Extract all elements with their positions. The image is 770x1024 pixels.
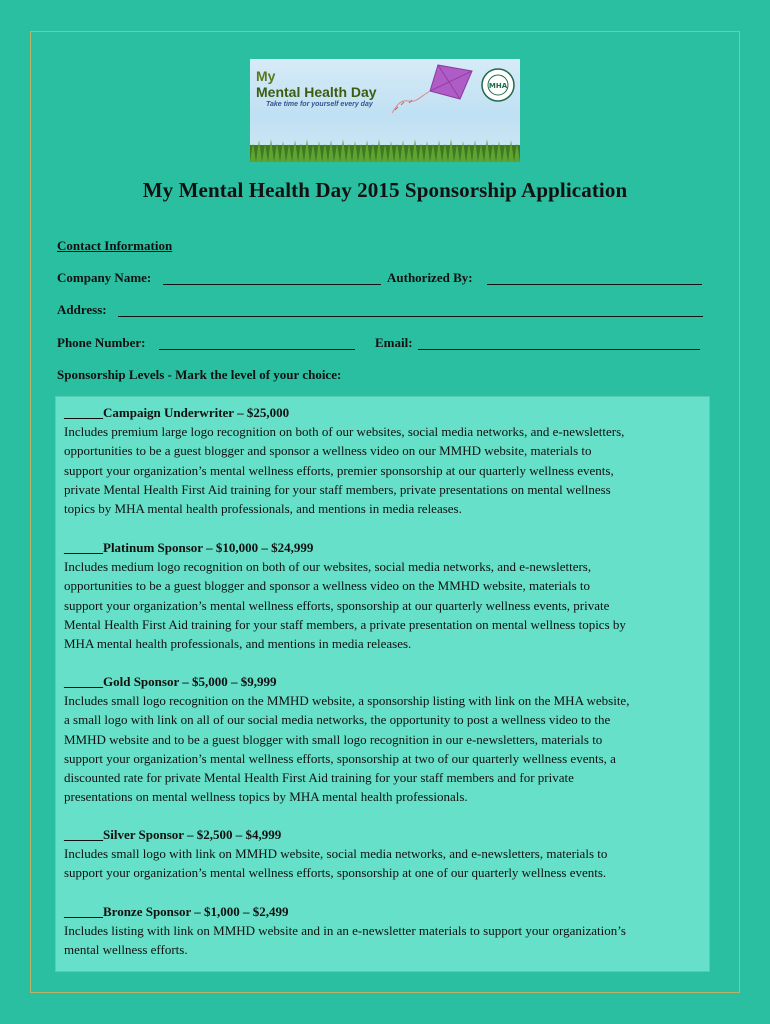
level-description-line: private Mental Health First Aid training for your staff members, private presentations on mental wellness <box>64 481 611 497</box>
level-description-line: MHA mental health professionals, and mentions in media releases. <box>64 636 412 652</box>
level-description-line: presentations on mental wellness topics by MHA mental health professionals. <box>64 789 468 805</box>
banner-line2: Mental Health Day <box>256 84 377 100</box>
level-description-line: Includes medium logo recognition on both of our websites, social media networks, and e-newsletters, <box>64 559 592 575</box>
level-description-line: topics by MHA mental health professionals, and mentions in media releases. <box>64 501 462 517</box>
page-title: My Mental Health Day 2015 Sponsorship Application <box>142 178 628 202</box>
kite-icon <box>390 63 480 123</box>
sponsorship-levels-heading: Sponsorship Levels - Mark the level of your choice: <box>57 367 342 382</box>
level-bronze-sponsor <box>64 902 709 960</box>
company-name-label: Company Name: <box>57 270 152 285</box>
contact-heading: Contact Information <box>57 238 173 253</box>
level-description-line: a small logo with link on all of our social media networks, the opportunity to post a wellness video to the <box>64 712 611 728</box>
level-description-line: Mental Health First Aid training for your staff members, a private presentation on mental wellness topics by <box>64 616 626 632</box>
level-description-line: MMHD website and to be a guest blogger with small logo recognition in our e-newsletters, materials to <box>64 731 603 747</box>
email-field[interactable] <box>418 349 700 350</box>
level-checkbox-blank[interactable]: ______ <box>64 674 103 689</box>
level-description-line: opportunities to be a guest blogger and sponsor a wellness video on the MMHD website, materials to <box>64 578 591 594</box>
seal-initials: MHA <box>488 82 508 90</box>
email-label: Email: <box>375 335 413 350</box>
level-description-line: support your organization’s mental wellness efforts, sponsorship at one of our quarterly wellness events. <box>64 865 607 881</box>
level-description-line: Includes small logo with link on MMHD website, social media networks, and e-newsletters, materials to <box>64 846 608 862</box>
level-name: Campaign Underwriter – $25,000 <box>103 405 290 420</box>
level-description-line: Includes listing with link on MMHD website and in an e-newsletter materials to support your organization’s <box>64 923 626 939</box>
banner-line1: My <box>256 68 276 84</box>
level-campaign-underwriter <box>64 403 709 518</box>
level-name: Silver Sponsor – $2,500 – $4,999 <box>103 827 282 842</box>
level-description-line: support your organization’s mental wellness efforts, sponsorship at our quarterly wellness events, private <box>64 597 610 613</box>
authorized-by-field[interactable] <box>487 284 702 285</box>
company-name-field[interactable] <box>163 284 381 285</box>
level-checkbox-blank[interactable]: ______ <box>64 827 103 842</box>
level-description-line: support your organization’s mental wellness efforts, premier sponsorship at our quarterly wellness events, <box>64 462 614 478</box>
address-label: Address: <box>57 302 107 317</box>
phone-number-label: Phone Number: <box>57 335 146 350</box>
banner-tagline: Take time for yourself every day <box>266 101 373 108</box>
level-checkbox-blank[interactable]: ______ <box>64 540 103 555</box>
level-platinum-sponsor <box>64 538 709 653</box>
level-gold-sponsor <box>64 672 709 806</box>
authorized-by-label: Authorized By: <box>387 270 473 285</box>
level-description-line: mental wellness efforts. <box>64 942 188 958</box>
level-name: Gold Sponsor – $5,000 – $9,999 <box>103 674 277 689</box>
level-description-line: opportunities to be a guest blogger and sponsor a wellness video on our MMHD website, materials to <box>64 443 592 459</box>
level-description-line: Includes small logo recognition on the MMHD website, a sponsorship listing with link on the MHA website, <box>64 693 630 709</box>
level-name: Bronze Sponsor – $1,000 – $2,499 <box>103 904 289 919</box>
level-description-line: support your organization’s mental wellness efforts, sponsorship at two of our quarterly wellness events, a <box>64 750 616 766</box>
level-description-line: Includes premium large logo recognition on both of our websites, social media networks, and e-newsletters, <box>64 424 625 440</box>
level-checkbox-blank[interactable]: ______ <box>64 904 103 919</box>
phone-number-field[interactable] <box>159 349 355 350</box>
level-checkbox-blank[interactable]: ______ <box>64 405 103 420</box>
address-field[interactable] <box>118 316 703 317</box>
level-silver-sponsor <box>64 825 709 883</box>
event-banner <box>250 59 520 162</box>
level-name: Platinum Sponsor – $10,000 – $24,999 <box>103 540 314 555</box>
level-description-line: discounted rate for private Mental Health First Aid training for your staff members and for private <box>64 770 574 786</box>
grass-graphic <box>250 137 520 162</box>
mha-seal <box>480 67 516 103</box>
